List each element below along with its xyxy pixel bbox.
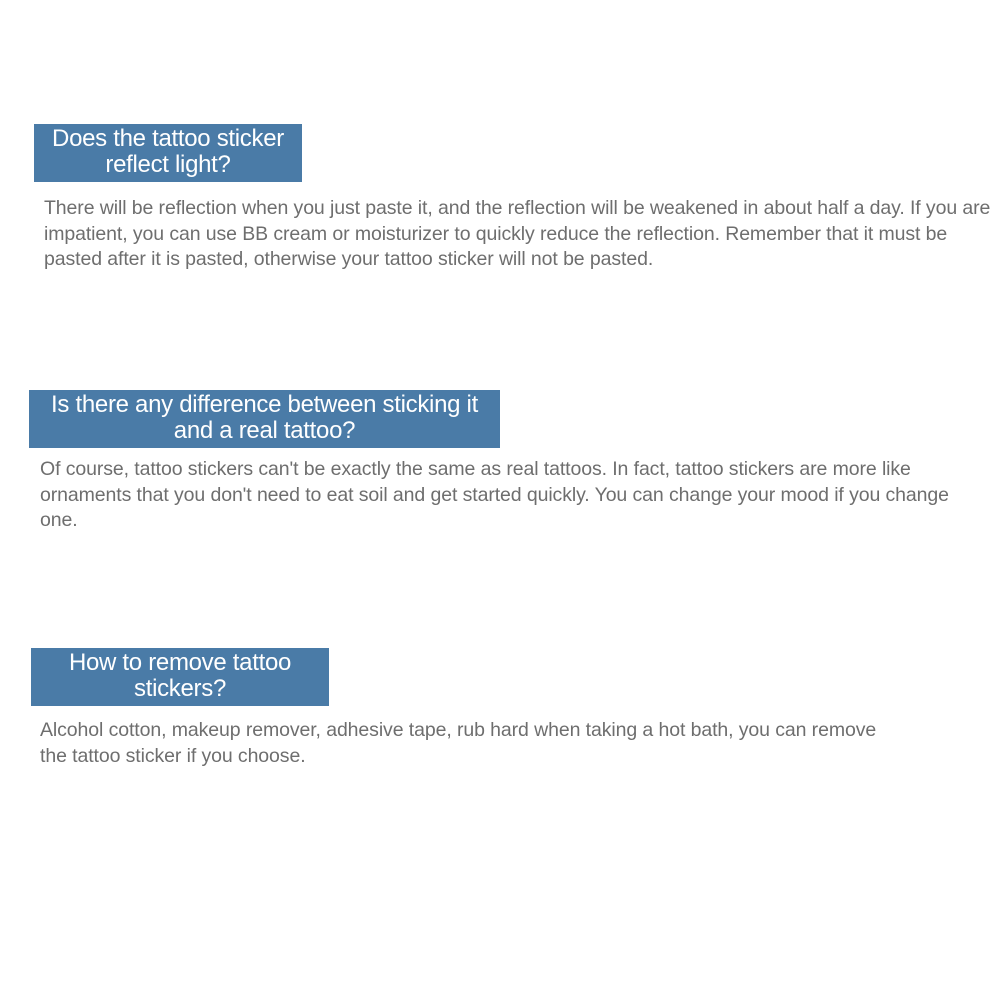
faq-answer-reflect-light: There will be reflection when you just paste it, and the reflection will be weakened in about half a day. If you are impatient, you can use BB cream or moisturizer to quickly reduce the reflection. Remember that it must be pasted after it is pasted, otherwise your tattoo sticker will not be pasted. xyxy=(44,197,991,270)
faq-question-difference-real-tattoo: Is there any difference between sticking it and a real tattoo? xyxy=(29,390,500,448)
faq-question-reflect-light: Does the tattoo sticker reflect light? xyxy=(34,124,302,182)
faq-answer-difference-real-tattoo: Of course, tattoo stickers can't be exactly the same as real tattoos. In fact, tattoo stickers are more like ornaments that you don't need to eat soil and get started quickly. You can change your mood if you change one. xyxy=(40,458,949,531)
faq-answer-remove-stickers: Alcohol cotton, makeup remover, adhesive tape, rub hard when taking a hot bath, you can remove the tattoo sticker if you choose. xyxy=(40,719,877,767)
faq-question-remove-stickers: How to remove tattoo stickers? xyxy=(31,648,329,706)
